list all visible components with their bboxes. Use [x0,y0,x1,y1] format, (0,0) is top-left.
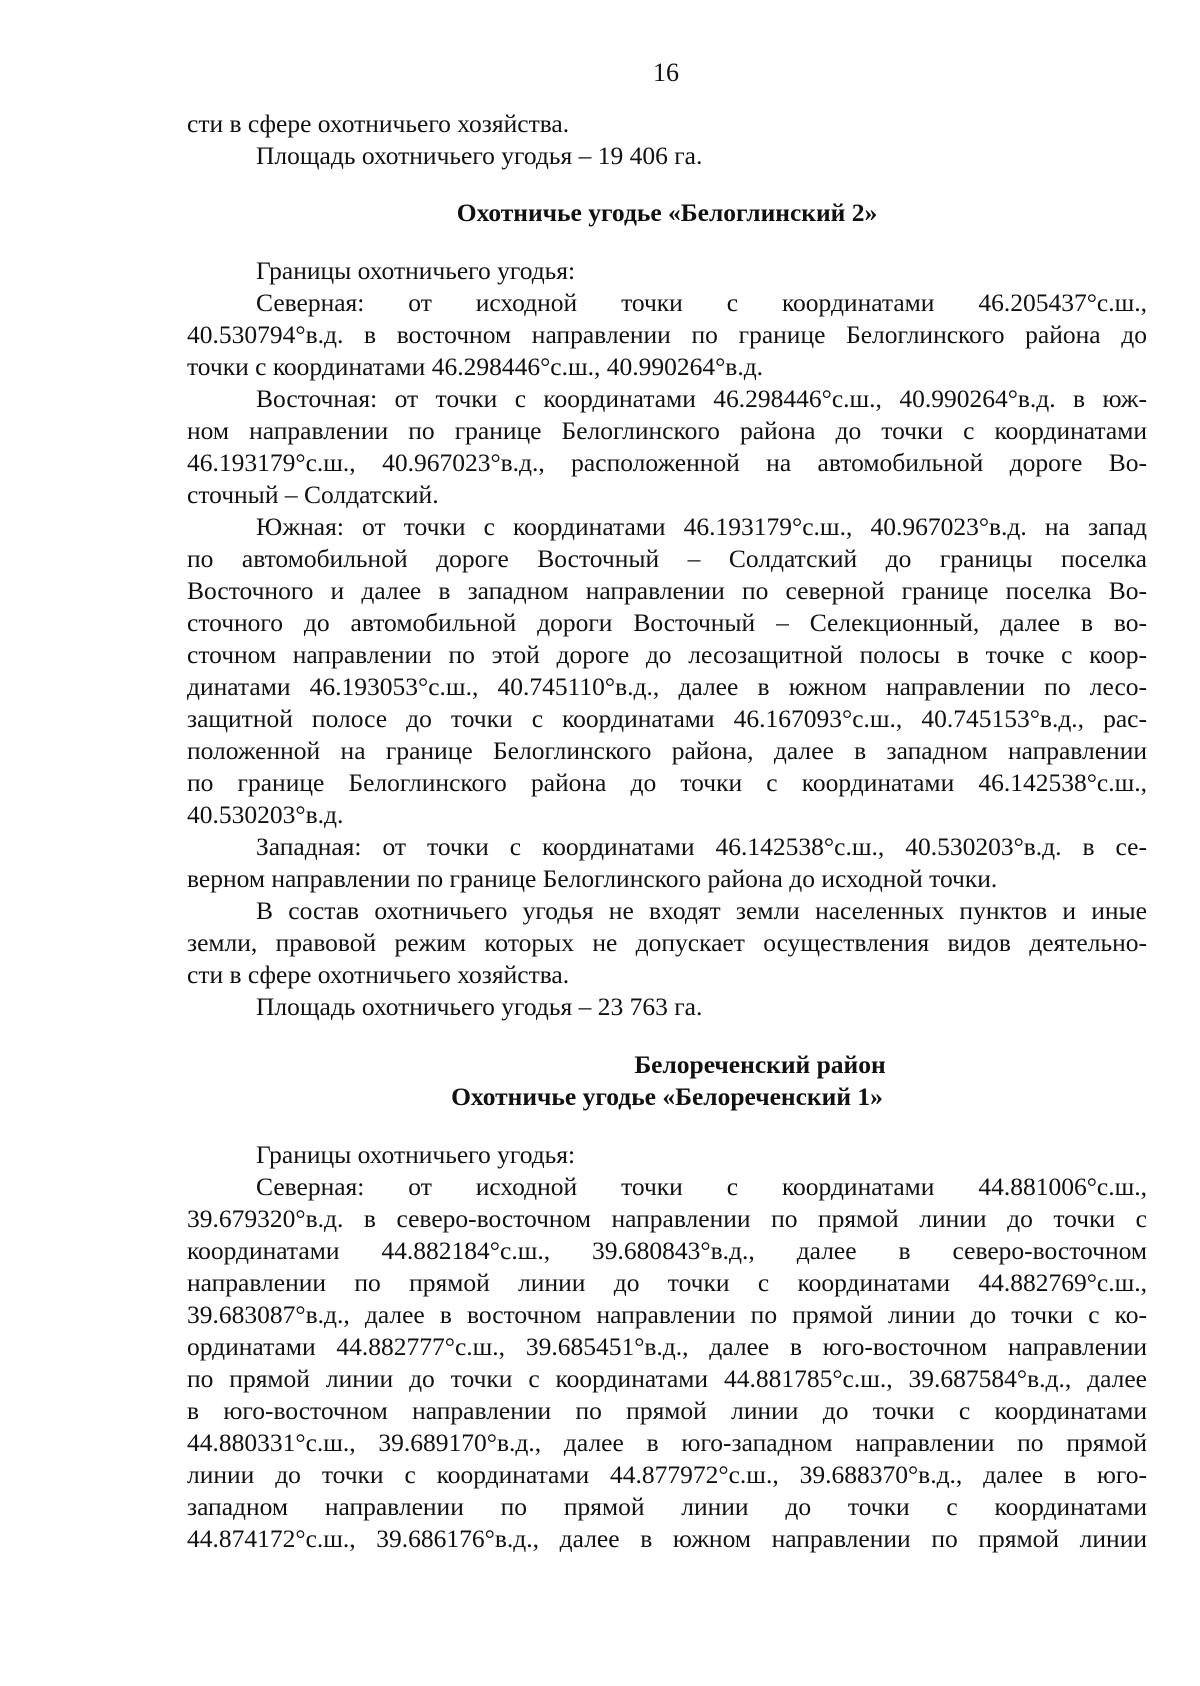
text-line: линии до точки с координатами 44.877972°с.ш., 39.688370°в.д., далее в юго- [187,1460,1147,1489]
text-line: западном направлении по прямой линии до точки с координатами [187,1492,1147,1521]
text-line: сти в сфере охотничьего хозяйства. [187,109,570,138]
text-line: Восточная: от точки с координатами 46.298446°с.ш., 40.990264°в.д. в юж- [256,384,1147,413]
text-line: Восточного и далее в западном направлении по северной границе поселка Во- [187,576,1147,605]
text-line: ном направлении по границе Белоглинского района до точки с координатами [187,416,1147,445]
text-line: защитной полосе до точки с координатами 46.167093°с.ш., 40.745153°в.д., рас- [187,704,1147,733]
text-line: точки с координатами 46.298446°с.ш., 40.990264°в.д. [187,352,764,381]
text-line: направлении по прямой линии до точки с координатами 44.882769°с.ш., [187,1268,1147,1297]
text-line: динатами 46.193053°с.ш., 40.745110°в.д., далее в южном направлении по лесо- [187,672,1147,701]
district-heading: Белореченский район [634,1050,886,1079]
text-line: Южная: от точки с координатами 46.193179°с.ш., 40.967023°в.д. на запад [256,512,1147,541]
text-line: Площадь охотничьего угодья – 23 763 га. [256,992,703,1021]
text-line: 40.530203°в.д. [187,800,344,829]
text-line: Границы охотничьего угодья: [256,1140,576,1169]
text-line: В состав охотничьего угодья не входят земли населенных пунктов и иные [256,896,1147,925]
section-heading: Охотничье угодье «Белоглинский 2» [456,198,878,227]
text-line: сточном направлении по этой дороге до лесозащитной полосы в точке с коор- [187,640,1147,669]
text-line: 39.683087°в.д., далее в восточном направлении по прямой линии до точки с ко- [187,1300,1147,1329]
text-line: Площадь охотничьего угодья – 19 406 га. [256,141,703,170]
text-line: Северная: от исходной точки с координатами 46.205437°с.ш., [256,288,1147,317]
section-heading: Охотничье угодье «Белореченский 1» [451,1082,883,1111]
text-line: 40.530794°в.д. в восточном направлении по границе Белоглинского района до [187,320,1147,349]
text-line: ординатами 44.882777°с.ш., 39.685451°в.д., далее в юго-восточном направлении [187,1332,1147,1361]
text-line: положенной на границе Белоглинского района, далее в западном направлении [187,736,1147,765]
text-line: сточный – Солдатский. [187,480,439,509]
text-line: 46.193179°с.ш., 40.967023°в.д., расположенной на автомобильной дороге Во- [187,448,1147,477]
text-line: сточного до автомобильной дороги Восточный – Селекционный, далее в во- [187,608,1147,637]
text-line: 44.880331°с.ш., 39.689170°в.д., далее в юго-западном направлении по прямой [187,1428,1147,1457]
text-line: Северная: от исходной точки с координатами 44.881006°с.ш., [256,1172,1147,1201]
text-line: в юго-восточном направлении по прямой линии до точки с координатами [187,1396,1147,1425]
text-line: сти в сфере охотничьего хозяйства. [187,960,570,989]
text-line: земли, правовой режим которых не допускает осуществления видов деятельно- [187,928,1147,957]
text-line: Границы охотничьего угодья: [256,256,576,285]
text-line: по автомобильной дороге Восточный – Солдатский до границы поселка [187,544,1147,573]
page-number: 16 [653,58,679,87]
text-line: верном направлении по границе Белоглинского района до исходной точки. [187,864,998,893]
text-line: Западная: от точки с координатами 46.142538°с.ш., 40.530203°в.д. в се- [256,832,1147,861]
text-line: 44.874172°с.ш., 39.686176°в.д., далее в южном направлении по прямой линии [187,1524,1147,1553]
text-line: по границе Белоглинского района до точки с координатами 46.142538°с.ш., [187,768,1147,797]
text-line: 39.679320°в.д. в северо-восточном направлении по прямой линии до точки с [187,1204,1147,1233]
text-line: координатами 44.882184°с.ш., 39.680843°в.д., далее в северо-восточном [187,1236,1147,1265]
text-line: по прямой линии до точки с координатами 44.881785°с.ш., 39.687584°в.д., далее [187,1364,1147,1393]
